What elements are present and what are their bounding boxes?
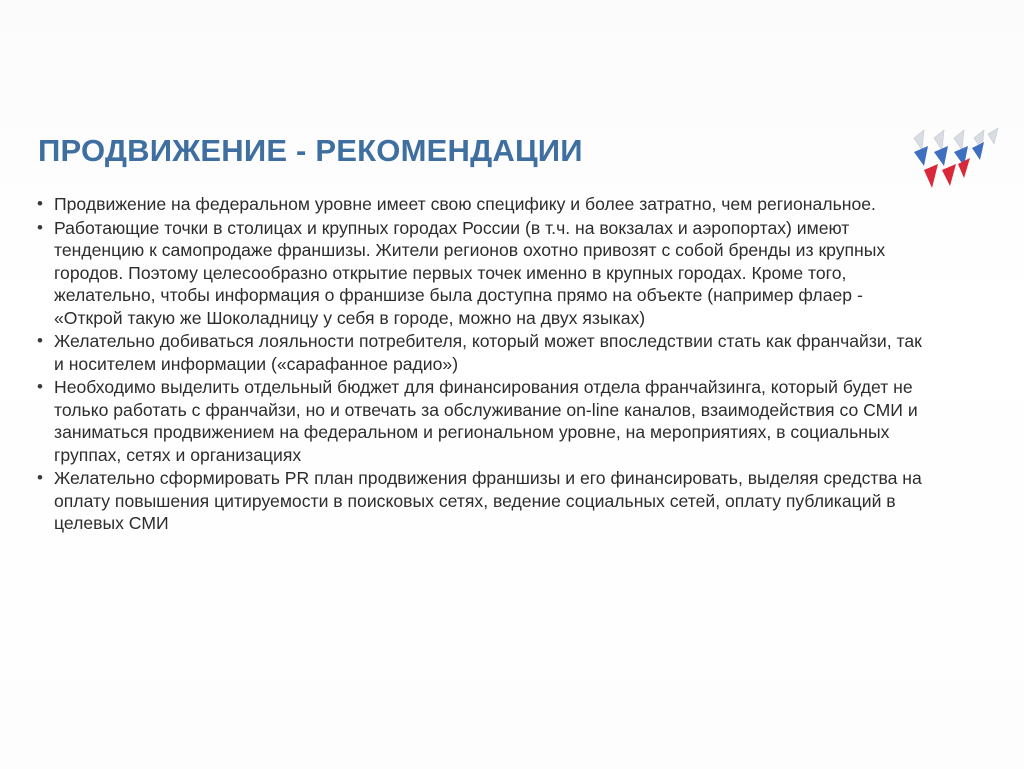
list-item <box>34 376 934 466</box>
list-item-text: Желательно добиваться лояльности потребителя, который может впоследствии стать как франчайзи, так и носителем информации («сарафанное радио») <box>54 331 922 374</box>
bullet-marker: • <box>37 194 43 213</box>
recommendations-list <box>34 193 934 536</box>
bullet-marker: • <box>37 217 43 237</box>
list-item-text: Работающие точки в столицах и крупных городах России (в т.ч. на вокзалах и аэропортах) имеют тенденцию к самопродаже франшизы. Жители регионов охотно привозят с собой бренды из крупных городов. Поэтому целесообразно открытие первых точек именно в крупных городах. Кроме того, желательно, чтобы информация о франшизе была доступна прямо на объекте (например флаер - «Открой такую же Шоколадницу у себя в городе, можно на двух языках) <box>54 217 886 328</box>
list-item <box>34 330 934 375</box>
slide-title: ПРОДВИЖЕНИЕ - РЕКОМЕНДАЦИИ <box>38 133 583 168</box>
list-item-text: Продвижение на федеральном уровне имеет свою специфику и более затратно, чем региональное. <box>54 194 876 214</box>
list-item <box>34 217 934 330</box>
bullet-marker: • <box>37 468 43 487</box>
list-item <box>34 467 934 535</box>
list-item-text: Желательно сформировать PR план продвижения франшизы и его финансировать, выделяя средства на оплату повышения цитируемости в поисковых сетях, ведение социальных сетей, оплату публикаций в целевых СМИ <box>54 468 922 533</box>
bullet-marker: • <box>37 331 43 350</box>
bullet-marker: • <box>37 377 43 396</box>
tricolor-triangles-logo-icon <box>908 128 1000 200</box>
list-item-text: Необходимо выделить отдельный бюджет для финансирования отдела франчайзинга, который будет не только работать с франчайзи, но и отвечать за обслуживание on-line каналов, взаимодействия со СМИ и заниматься продвижением на федеральном и региональном уровне, на мероприятиях, в социальных группах, сетях и организациях <box>54 377 918 465</box>
list-item <box>34 193 934 216</box>
